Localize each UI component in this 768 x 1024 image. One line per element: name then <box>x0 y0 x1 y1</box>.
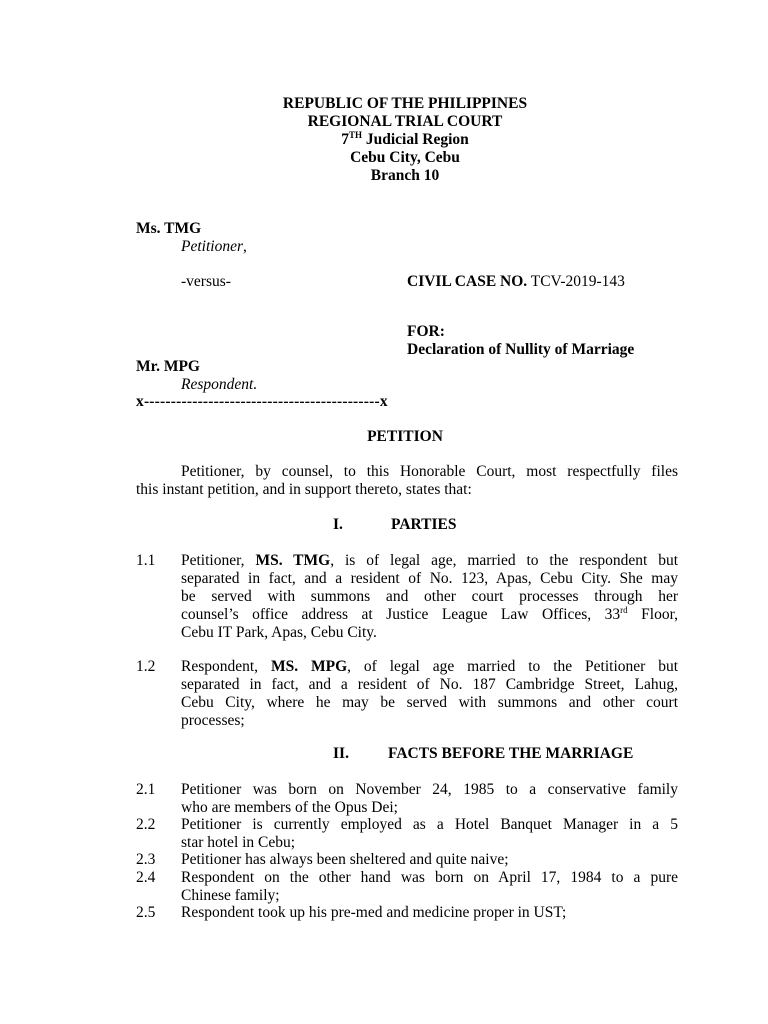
item-number: 2.3 <box>136 851 156 868</box>
item-paragraph: Respondent on the other hand was born on April 17, 1984 to a pure Chinese family; <box>181 869 678 904</box>
header-branch: Branch 10 <box>370 167 440 184</box>
section-1-title: PARTIES <box>391 516 457 533</box>
item-number: 2.5 <box>136 904 156 921</box>
document-title: PETITION <box>367 428 443 445</box>
versus-label: -versus- <box>181 273 231 290</box>
intro-paragraph: Petitioner, by counsel, to this Honorable Court, most respectfully files this instant petition, and in support thereto, states that: <box>136 463 678 498</box>
header-region: 7TH Judicial Region <box>341 130 469 148</box>
section-1-numeral: I. <box>333 516 343 533</box>
for-label: FOR: <box>407 323 445 340</box>
item-paragraph: Respondent, MS. MPG, of legal age married to the Petitioner but separated in fact, and a resident of No. 187 Cambridge Street, Lahug, Cebu City, where he may be served with summons and other court processes; <box>181 658 679 729</box>
case-number: CIVIL CASE NO. TCV-2019-143 <box>407 273 625 290</box>
section-2-title: FACTS BEFORE THE MARRIAGE <box>388 745 634 762</box>
item-paragraph: Petitioner, MS. TMG, is of legal age, married to the respondent but separated in fact, and a resident of No. 123, Apas, Cebu City. She may be served with summons and other court processes through her counsel’s office address at Justice League Law Offices, 33rd Floor, Cebu IT Park, Apas, Cebu City. <box>181 552 679 641</box>
petitioner-name: Ms. TMG <box>136 220 202 237</box>
item-paragraph: Respondent took up his pre-med and medicine proper in UST; <box>181 904 567 921</box>
item-number: 2.4 <box>136 869 156 886</box>
respondent-role: Respondent. <box>181 376 258 393</box>
petitioner-role: Petitioner, <box>181 238 247 255</box>
header-republic: REPUBLIC OF THE PHILIPPINES <box>282 95 528 112</box>
section-2-numeral: II. <box>333 745 349 762</box>
item-number: 2.1 <box>136 781 156 798</box>
item-number: 1.2 <box>136 658 156 675</box>
case-subject: Declaration of Nullity of Marriage <box>407 341 635 358</box>
item-number: 2.2 <box>136 816 156 833</box>
header-city: Cebu City, Cebu <box>350 149 460 166</box>
item-paragraph: Petitioner is currently employed as a Hotel Banquet Manager in a 5 star hotel in Cebu; <box>181 816 678 851</box>
item-paragraph: Petitioner was born on November 24, 1985 to a conservative family who are members of the Opus Dei; <box>181 781 678 816</box>
header-court: REGIONAL TRIAL COURT <box>307 113 503 130</box>
respondent-name: Mr. MPG <box>136 358 200 375</box>
item-number: 1.1 <box>136 552 156 569</box>
item-paragraph: Petitioner has always been sheltered and quite naive; <box>181 851 509 868</box>
caption-separator: x--------------------------------------------x <box>136 393 388 410</box>
